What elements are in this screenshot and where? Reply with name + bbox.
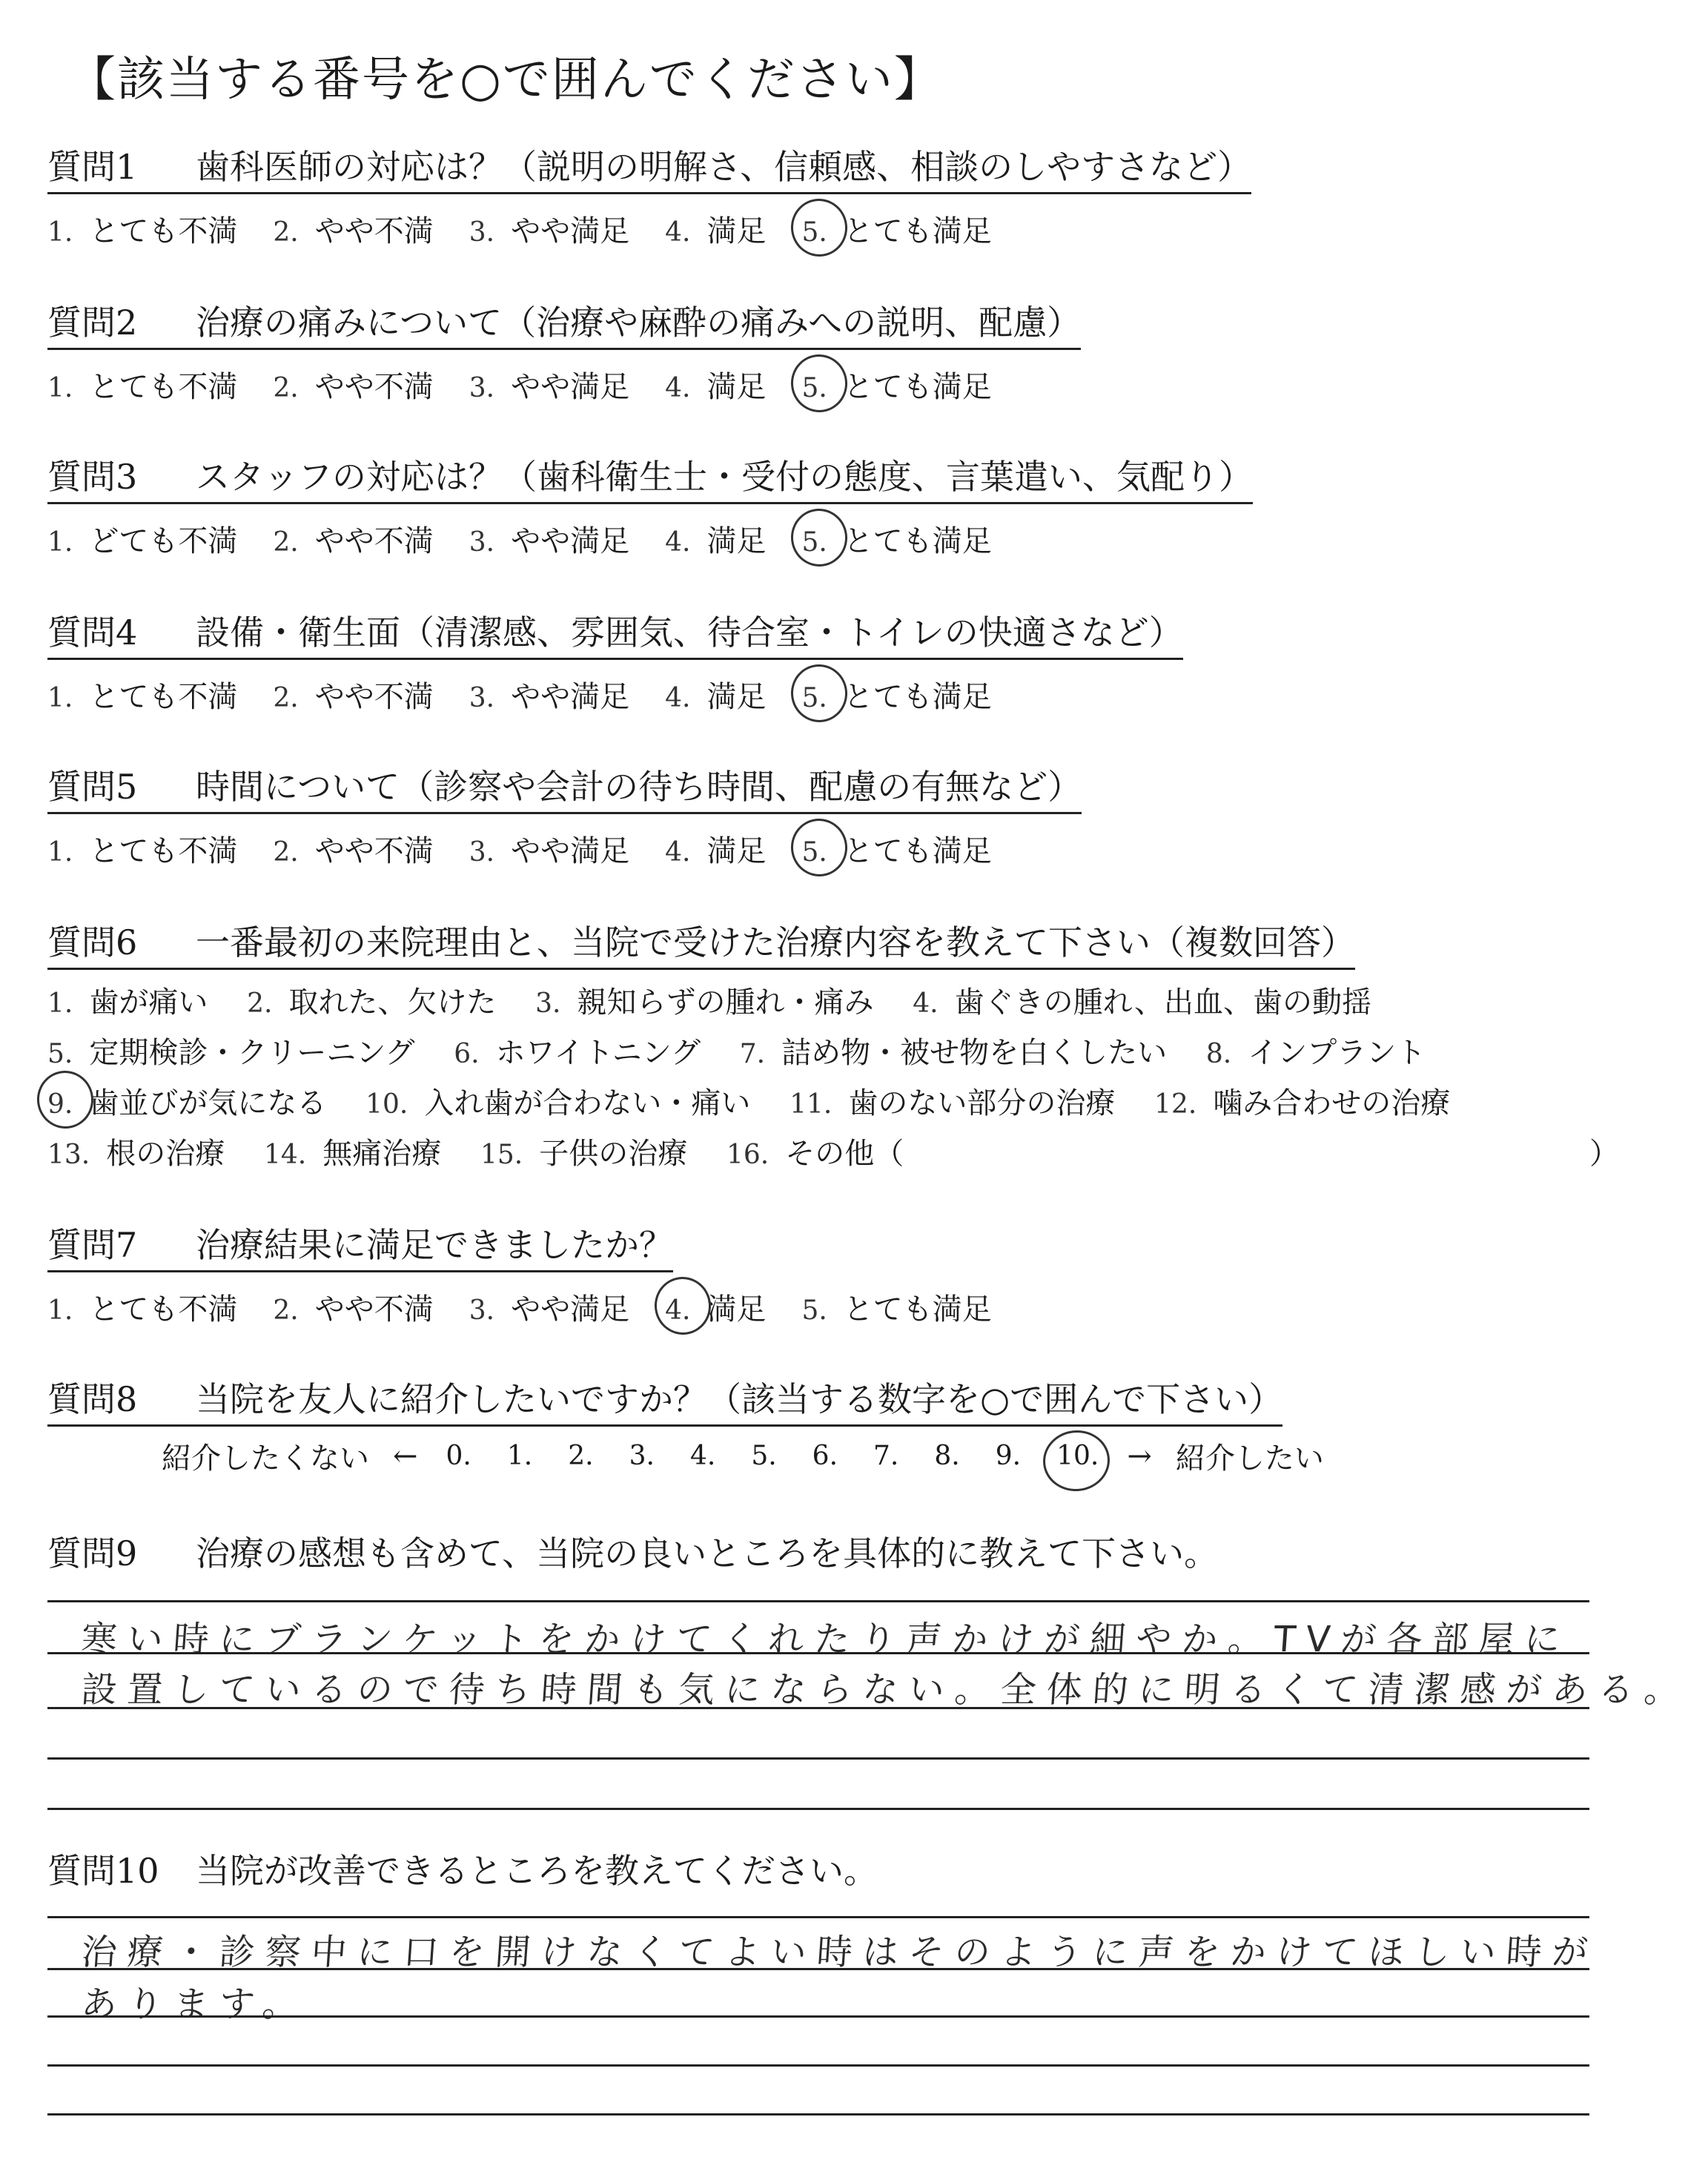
scale-left-label: 紹介したくない — [162, 1441, 369, 1476]
question-3-heading — [47, 457, 1253, 504]
option-14[interactable]: 14. 無痛治療 — [263, 1137, 442, 1171]
scale-5[interactable]: 5. — [751, 1441, 777, 1471]
option-3[interactable]: 3. やや満足 — [469, 524, 630, 558]
option-9-selected[interactable]: 9. 歯並びが気になる — [47, 1086, 327, 1120]
answer-line — [47, 1652, 1589, 1654]
question-10-heading — [47, 1851, 878, 1896]
question-number: 質問6 — [47, 922, 138, 962]
option-13[interactable]: 13. 根の治療 — [47, 1137, 225, 1171]
option-5-selected[interactable]: 5. とても満足 — [801, 370, 992, 404]
question-9-heading — [47, 1533, 1218, 1579]
question-number: 質問2 — [47, 303, 138, 343]
arrow-right-icon: → — [1127, 1439, 1152, 1473]
question-5-heading — [47, 767, 1082, 814]
option-2[interactable]: 2. 取れた、欠けた — [247, 985, 497, 1020]
answer-line — [47, 1916, 1589, 1918]
scale-0[interactable]: 0. — [446, 1441, 471, 1471]
question-5-options — [47, 828, 1027, 870]
option-2[interactable]: 2. やや不満 — [273, 1292, 434, 1327]
question-6-row-2 — [47, 1029, 1455, 1071]
question-1-heading — [47, 147, 1251, 194]
question-number: 質問7 — [47, 1225, 138, 1265]
scale-9[interactable]: 9. — [995, 1441, 1022, 1471]
option-2[interactable]: 2. やや不満 — [273, 680, 434, 714]
option-3[interactable]: 3. 親知らずの腫れ・痛み — [535, 985, 874, 1020]
question-number: 質問3 — [47, 457, 138, 497]
answer-line — [47, 2064, 1589, 2067]
option-4[interactable]: 4. 満足 — [665, 214, 767, 248]
option-8[interactable]: 8. インプラント — [1205, 1036, 1426, 1070]
option-5[interactable]: 5. とても満足 — [801, 1292, 992, 1327]
question-number: 質問8 — [47, 1379, 138, 1419]
option-16-other[interactable]: 16. その他（ — [726, 1137, 904, 1171]
recommend-scale — [148, 1435, 1337, 1477]
option-4[interactable]: 4. 満足 — [665, 524, 767, 558]
question-6-row-1 — [47, 979, 1401, 1021]
scale-8[interactable]: 8. — [934, 1441, 960, 1471]
question-number: 質問5 — [47, 767, 138, 807]
option-3[interactable]: 3. やや満足 — [469, 834, 630, 868]
option-5-selected[interactable]: 5. とても満足 — [801, 680, 992, 714]
question-text: 一番最初の来院理由と、当院で受けた治療内容を教えて下さい（複数回答） — [196, 922, 1355, 962]
option-3[interactable]: 3. やや満足 — [469, 1292, 630, 1327]
q10-answer-line-2[interactable]: あります。 — [79, 1984, 310, 2025]
arrow-left-icon: ← — [393, 1439, 418, 1473]
answer-line — [47, 1600, 1589, 1602]
question-text: 治療の痛みについて（治療や麻酔の痛みへの説明、配慮） — [196, 303, 1082, 343]
option-2[interactable]: 2. やや不満 — [273, 524, 434, 558]
question-7-heading — [47, 1225, 673, 1272]
option-11[interactable]: 11. 歯のない部分の治療 — [790, 1086, 1116, 1120]
option-1[interactable]: 1. とても不満 — [47, 214, 238, 248]
question-6-heading — [47, 922, 1355, 970]
q10-answer-line-1[interactable]: 治療・診察中に口を開けなくてよい時はそのように声をかけてほしい時が — [79, 1932, 1600, 1973]
question-4-options — [47, 673, 1027, 716]
option-2[interactable]: 2. やや不満 — [273, 370, 434, 404]
question-text: スタッフの対応は？（歯科衛生士・受付の態度、言葉遣い、気配り） — [196, 457, 1253, 497]
question-text: 設備・衛生面（清潔感、雰囲気、待合室・トイレの快適さなど） — [196, 612, 1183, 653]
q9-answer-line-2[interactable]: 設置しているので待ち時間も気にならない。全体的に明るくて清潔感がある。 — [79, 1669, 1692, 1711]
option-2[interactable]: 2. やや不満 — [273, 834, 434, 868]
answer-line — [47, 1968, 1589, 1970]
question-3-options — [47, 518, 1027, 560]
q9-answer-line-1[interactable]: 寒い時にブランケットをかけてくれたり声かけが細やか。TVが各部屋に — [79, 1619, 1572, 1660]
scale-6[interactable]: 6. — [812, 1441, 838, 1471]
question-7-options — [47, 1286, 1027, 1328]
question-text: 治療の感想も含めて、当院の良いところを具体的に教えて下さい。 — [196, 1533, 1219, 1573]
question-4-heading — [47, 612, 1183, 660]
option-10[interactable]: 10. 入れ歯が合わない・痛い — [365, 1086, 751, 1120]
option-5-selected[interactable]: 5. とても満足 — [801, 214, 992, 248]
scale-7[interactable]: 7. — [873, 1441, 899, 1471]
answer-line — [47, 1808, 1589, 1810]
option-2[interactable]: 2. やや不満 — [273, 214, 434, 248]
question-number: 質問4 — [47, 612, 138, 653]
question-text: 歯科医師の対応は？（説明の明解さ、信頼感、相談のしやすさなど） — [196, 147, 1252, 187]
answer-line — [47, 2113, 1589, 2116]
form-title: 【該当する番号を○で囲んでください】 — [68, 53, 943, 108]
question-2-options — [47, 363, 1027, 406]
question-number: 質問1 — [47, 147, 138, 187]
option-4[interactable]: 4. 歯ぐきの腫れ、出血、歯の動揺 — [913, 985, 1371, 1020]
option-7[interactable]: 7. 詰め物・被せ物を白くしたい — [739, 1036, 1168, 1070]
option-12[interactable]: 12. 噛み合わせの治療 — [1154, 1086, 1451, 1120]
option-3[interactable]: 3. やや満足 — [469, 214, 630, 248]
question-8-heading — [47, 1379, 1282, 1427]
question-number: 質問9 — [47, 1533, 138, 1573]
option-4-selected[interactable]: 4. 満足 — [665, 1292, 767, 1327]
question-2-heading — [47, 303, 1081, 350]
option-15[interactable]: 15. 子供の治療 — [480, 1137, 688, 1171]
option-3[interactable]: 3. やや満足 — [469, 370, 630, 404]
question-number: 質問10 — [47, 1851, 159, 1891]
question-6-row-3 — [47, 1080, 1480, 1122]
scale-1[interactable]: 1. — [506, 1441, 533, 1471]
option-1[interactable]: 1. とても不満 — [47, 680, 238, 714]
question-6-row-4 — [47, 1130, 1619, 1172]
option-3[interactable]: 3. やや満足 — [469, 680, 630, 714]
option-1[interactable]: 1. とても不満 — [47, 834, 238, 868]
option-4[interactable]: 4. 満足 — [665, 680, 767, 714]
option-1[interactable]: 1. とても不満 — [47, 1292, 238, 1327]
option-1[interactable]: 1. 歯が痛い — [47, 985, 208, 1020]
question-text: 時間について（診察や会計の待ち時間、配慮の有無など） — [196, 767, 1082, 807]
option-5[interactable]: 5. 定期検診・クリーニング — [47, 1036, 415, 1070]
scale-4[interactable]: 4. — [689, 1441, 716, 1471]
other-close-paren: ） — [1589, 1137, 1619, 1171]
scale-right-label: 紹介したい — [1175, 1441, 1324, 1476]
scale-3[interactable]: 3. — [629, 1441, 655, 1471]
option-4[interactable]: 4. 満足 — [665, 834, 767, 868]
question-text: 当院を友人に紹介したいですか？（該当する数字を○で囲んで下さい） — [196, 1379, 1283, 1419]
question-1-options — [47, 208, 1027, 250]
answer-line — [47, 1757, 1589, 1760]
scale-10-selected[interactable]: 10. — [1056, 1441, 1099, 1471]
option-5-selected[interactable]: 5. とても満足 — [801, 834, 992, 868]
question-text: 治療結果に満足できましたか？ — [196, 1225, 673, 1265]
answer-line — [47, 2015, 1589, 2018]
option-5-selected[interactable]: 5. とても満足 — [801, 524, 992, 558]
option-1[interactable]: 1. とても不満 — [47, 370, 238, 404]
option-4[interactable]: 4. 満足 — [665, 370, 767, 404]
question-text: 当院が改善できるところを教えてください。 — [196, 1851, 878, 1891]
scale-2[interactable]: 2. — [568, 1441, 594, 1471]
option-1[interactable]: 1. どても不満 — [47, 524, 238, 558]
answer-line — [47, 1707, 1589, 1709]
option-6[interactable]: 6. ホワイトニング — [454, 1036, 701, 1070]
